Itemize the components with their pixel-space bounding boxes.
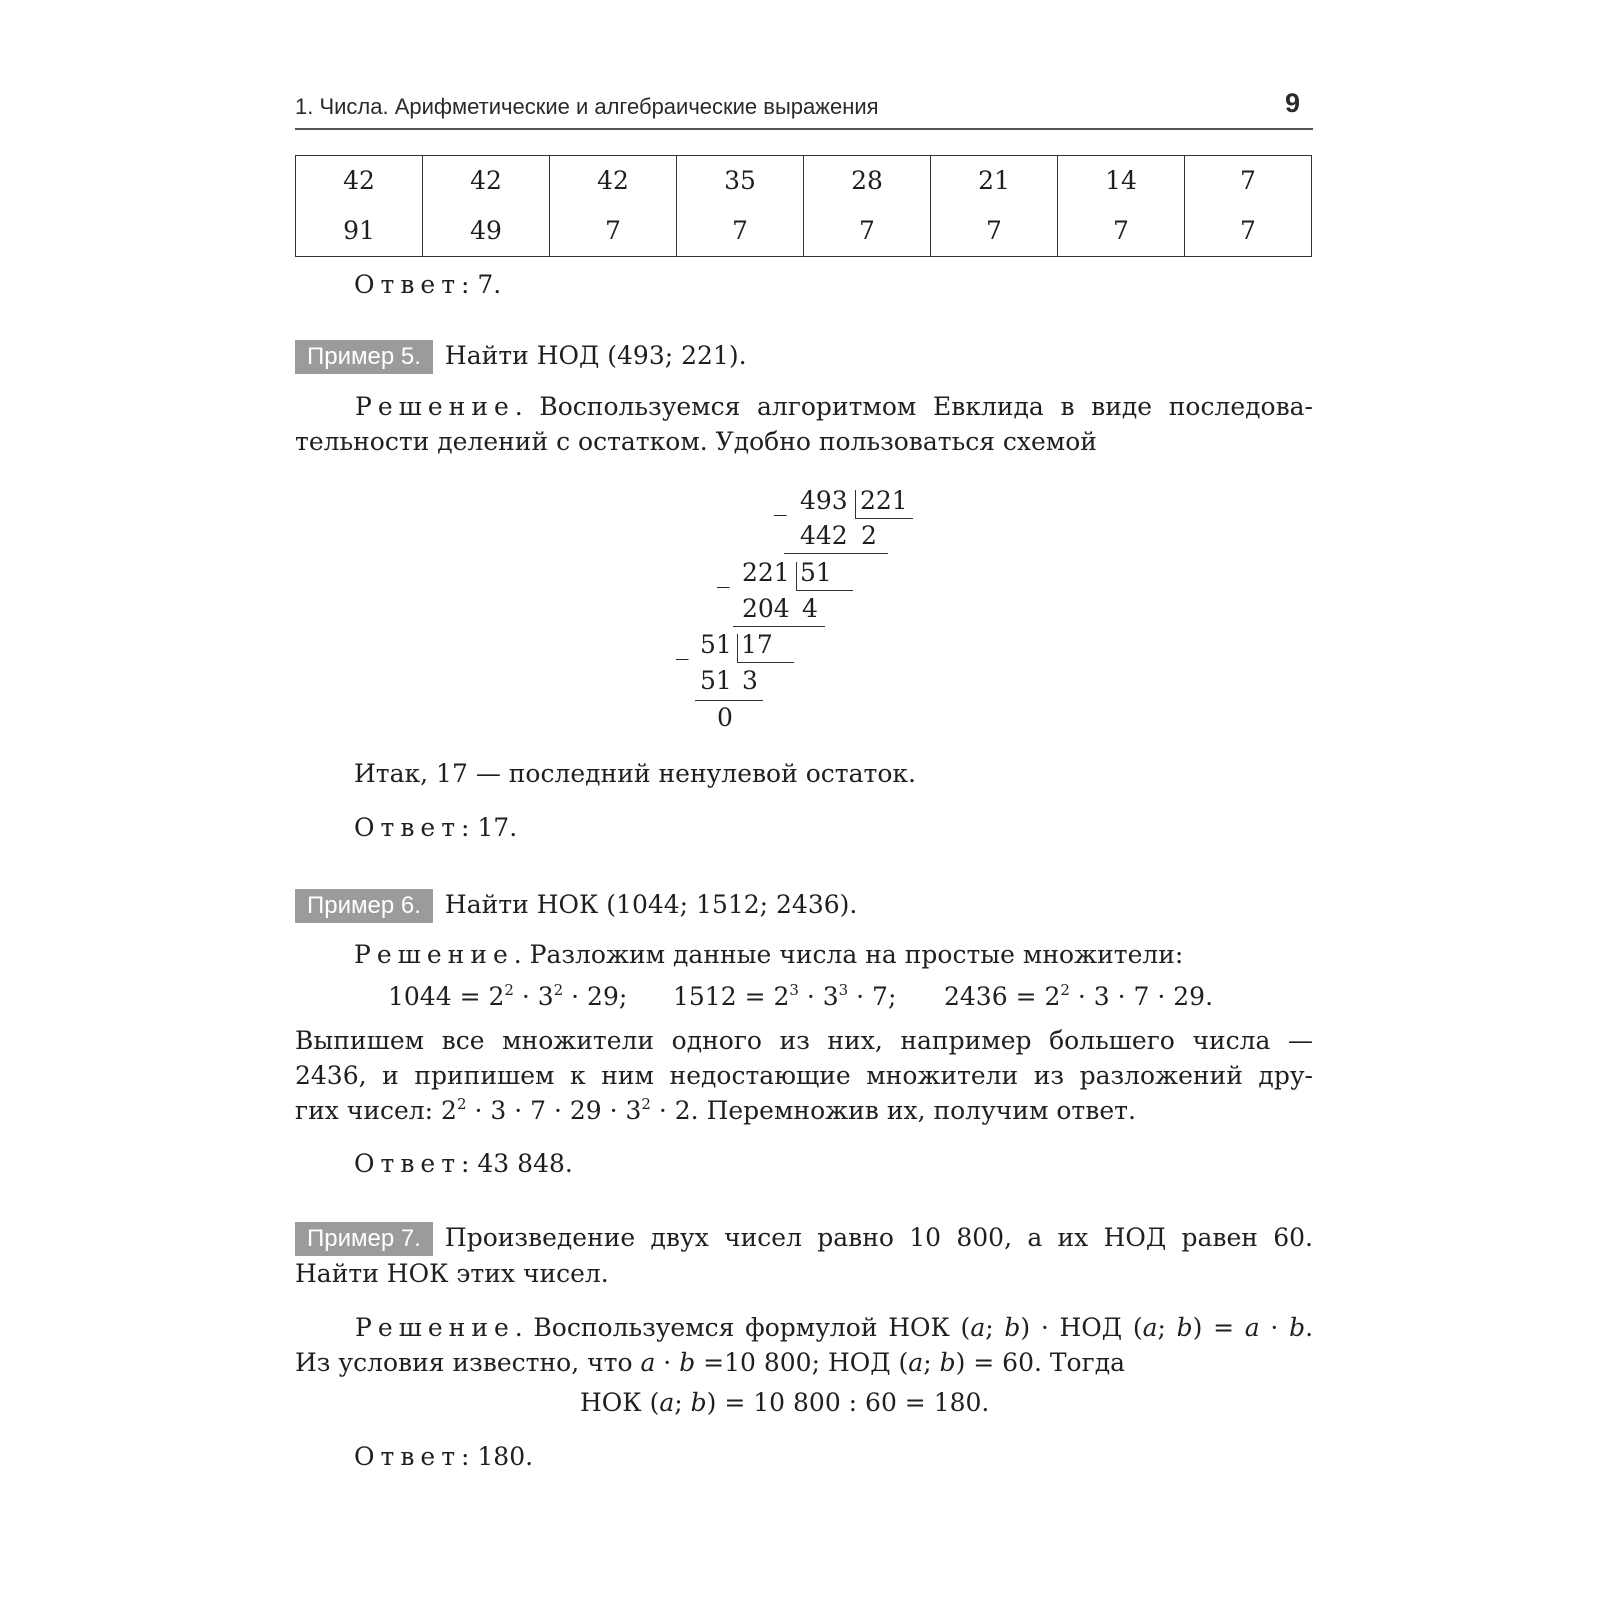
factorization-1044: $1044 = 2^2 \cdot 3^2 \cdot 29$; xyxy=(388,981,628,1011)
step2-quotient: 4 xyxy=(802,594,818,623)
final-remainder: 0 xyxy=(717,703,733,732)
minus-sign: _ xyxy=(676,631,689,660)
divisor-underline xyxy=(855,518,913,519)
example7-solution: Решение. Воспользуемся формулой НОК (a; b) · НОД (a; b) = a · b. Из условия известно, что a · b =10 800; НОД (a; b) = 60. Тогда xyxy=(295,1313,1314,1377)
division-bar xyxy=(855,490,856,518)
example6-explanation: Выпишем все множители одного из них, например большего числа — 2436, и припишем к ним недостающие множители из разложений дру- гих чисел: $2^2 \cdot 3 \cdot 7 \cdot 29 \cdot 3^2 \cdot 2$. Перемножив их, получим ответ. xyxy=(295,1026,1313,1125)
table-cell: 14 7 xyxy=(1058,156,1185,257)
step2-product: 204 xyxy=(742,594,790,623)
example7-task: Произведение двух чисел равно 10 800, а их НОД равен 60. xyxy=(444,1223,1313,1252)
answer-example5: Ответ: 17. xyxy=(354,813,518,842)
minus-sign: _ xyxy=(717,559,730,588)
table-cell: 42 49 xyxy=(423,156,550,257)
table-cell: 21 7 xyxy=(931,156,1058,257)
division-bar xyxy=(737,634,738,662)
divisor-underline xyxy=(796,590,853,591)
factorization-2436: $2436 = 2^2 \cdot 3 \cdot 7 \cdot 29$. xyxy=(944,981,1214,1011)
step1-dividend: 493 xyxy=(800,486,848,515)
example6-solution-intro: Решение. Разложим данные числа на простые множители: xyxy=(354,940,1184,969)
step2-dividend: 221 xyxy=(742,558,790,587)
example5-conclusion: Итак, 17 — последний ненулевой остаток. xyxy=(354,759,916,788)
step3-quotient: 3 xyxy=(742,666,758,695)
table-cell: 28 7 xyxy=(804,156,931,257)
header-rule xyxy=(295,128,1313,130)
example-badge: Пример 7. xyxy=(295,1222,433,1256)
example5-task: Найти НОД (493; 221). xyxy=(444,341,747,370)
subtraction-line xyxy=(784,553,888,554)
step1-divisor: 221 xyxy=(860,486,908,515)
example5-heading xyxy=(295,339,747,374)
subtraction-line xyxy=(733,626,825,627)
example-badge: Пример 6. xyxy=(295,889,433,923)
example6-heading xyxy=(295,888,857,923)
table-cell: 35 7 xyxy=(677,156,804,257)
minus-sign: _ xyxy=(774,487,787,516)
example7-heading: Пример 7. Произведение двух чисел равно 10 800, а их НОД равен 60. Найти НОК этих чисел. xyxy=(295,1223,1313,1288)
subtraction-line xyxy=(695,700,763,701)
step1-product: 442 xyxy=(800,521,848,550)
example5-solution: Решение. Воспользуемся алгоритмом Евклида в виде последова- тельности делений с остатком. Удобно пользоваться схемой xyxy=(295,392,1313,456)
table-cell: 42 7 xyxy=(550,156,677,257)
division-bar xyxy=(796,562,797,590)
step3-product: 51 xyxy=(700,666,732,695)
table-cell: 42 91 xyxy=(296,156,423,257)
example6-task: Найти НОК (1044; 1512; 2436). xyxy=(444,890,858,919)
gcd-subtraction-table xyxy=(295,155,1312,257)
example-badge: Пример 5. xyxy=(295,340,433,374)
factorization-1512: $1512 = 2^3 \cdot 3^3 \cdot 7$; xyxy=(673,981,897,1011)
table-cell: 7 7 xyxy=(1185,156,1312,257)
divisor-underline xyxy=(737,662,794,663)
answer-example4: Ответ: 7. xyxy=(354,270,502,299)
answer-example6: Ответ: 43 848. xyxy=(354,1149,573,1178)
lcm-formula: НОК (a; b) = 10 800 : 60 = 180. xyxy=(580,1388,990,1417)
table-row xyxy=(296,156,1312,257)
step3-divisor: 17 xyxy=(741,630,773,659)
step3-dividend: 51 xyxy=(700,630,732,659)
answer-example7: Ответ: 180. xyxy=(354,1442,534,1471)
step1-quotient: 2 xyxy=(861,521,877,550)
chapter-title: 1. Числа. Арифметические и алгебраические выражения xyxy=(295,94,879,119)
page-number: 9 xyxy=(1285,88,1301,118)
step2-divisor: 51 xyxy=(800,558,832,587)
